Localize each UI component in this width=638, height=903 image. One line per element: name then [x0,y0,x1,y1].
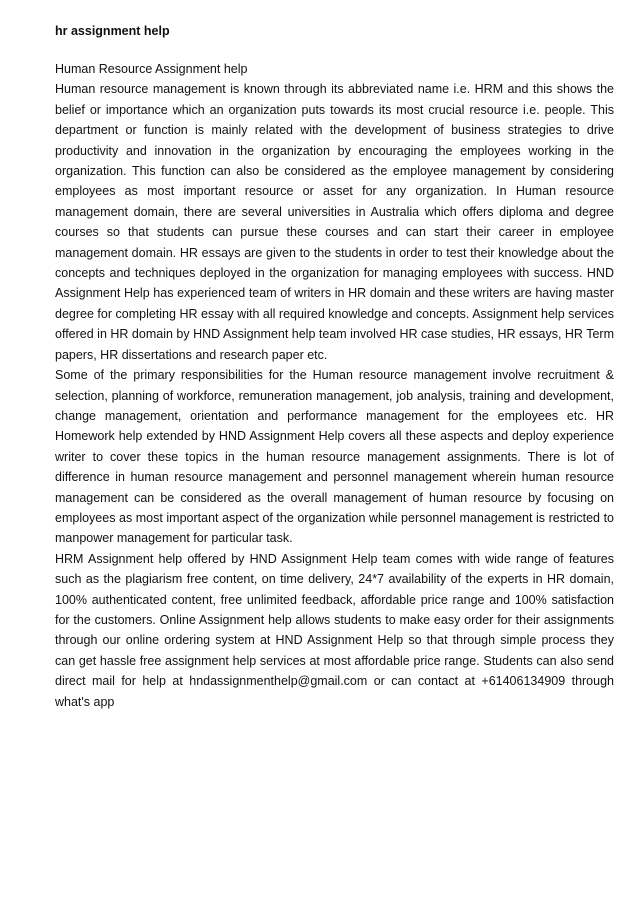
paragraph-features: HRM Assignment help offered by HND Assignment Help team comes with wide range of features such as the plagiarism free content, on time delivery, 24*7 availability of the experts in HR domain, 100% authenticated content, free unlimited feedback, affordable price range and 100% satisfaction for the customers. Online Assignment help allows students to make easy order for their assignments through our online ordering system at HND Assignment Help so that through simple process they can get hassle free assignment help services at most affordable price range. Students can also send direct mail for help at hndassignmenthelp@gmail.com or can contact at +61406134909 through what's app [55,551,614,709]
paragraph-intro: Human resource management is known through its abbreviated name i.e. HRM and this shows the belief or importance which an organization puts towards its most crucial resource i.e. people. This department or function is mainly related with the development of business strategies to drive productivity and innovation in the organization by encouraging the employees working in the organization. This function can also be considered as the employee management by considering employees as most important resource or asset for any organization. In Human resource management domain, there are several universities in Australia which offers diploma and degree courses so that students can pursue these courses and can start their career in employee management domain. HR essays are given to the students in order to test their knowledge about the concepts and techniques deployed in the organization for managing employees with success. HND Assignment Help has experienced team of writers in HR domain and these writers are having master degree for completing HR essay with all required knowledge and concepts. Assignment help services offered in HR domain by HND Assignment help team involved HR case studies, HR essays, HR Term papers, HR dissertations and research paper etc. [55,82,614,362]
document-page [55,21,614,712]
document-subtitle: Human Resource Assignment help [55,62,248,76]
document-title: hr assignment help [55,24,170,38]
paragraph-responsibilities: Some of the primary responsibilities for the Human resource management involve recruitment & selection, planning of workforce, remuneration management, job analysis, training and development, change management, orientation and performance management for the employees etc. HR Homework help extended by HND Assignment Help covers all these aspects and deploy experience writer to cover these topics in the human resource management assignments. There is lot of difference in human resource management and personnel management wherein human resource management can be considered as the overall management of human resource by focusing on employees as most important aspect of the organization while personnel management is restricted to manpower management for particular task. [55,368,614,546]
